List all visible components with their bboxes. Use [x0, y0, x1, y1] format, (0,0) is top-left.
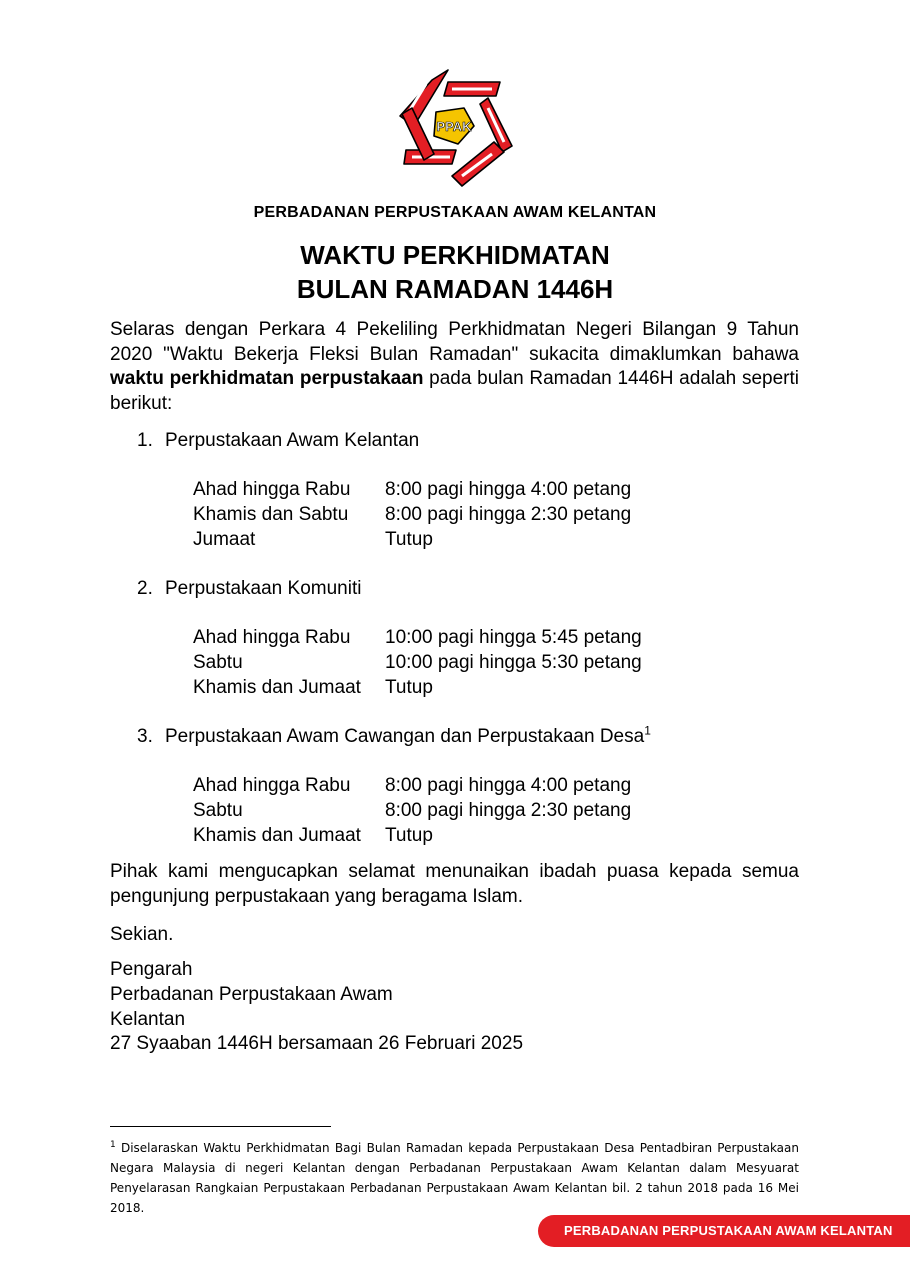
schedule-row — [193, 824, 631, 849]
intro-bold-text: waktu perkhidmatan perpustakaan — [110, 368, 424, 389]
section-number: 1. — [137, 430, 153, 451]
signature-org: Perbadanan Perpustakaan Awam — [110, 983, 393, 1005]
title-line-2: BULAN RAMADAN 1446H — [296, 274, 614, 304]
schedule-row — [193, 478, 631, 503]
signature-title: Pengarah — [110, 959, 193, 980]
footnote — [110, 1138, 799, 1218]
schedule-hours: 8:00 pagi hingga 4:00 petang — [385, 775, 632, 796]
section-number: 2. — [137, 578, 153, 599]
intro-paragraph — [110, 318, 799, 416]
schedule-row — [193, 676, 642, 701]
section-1-schedule — [193, 478, 631, 552]
signature-block — [110, 958, 523, 1057]
footer-banner: PERBADANAN PERPUSTAKAAN AWAM KELANTAN — [538, 1215, 910, 1247]
schedule-hours: 8:00 pagi hingga 2:30 petang — [385, 503, 632, 525]
footnote-divider — [110, 1126, 331, 1127]
schedule-hours: 10:00 pagi hingga 5:45 petang — [385, 627, 642, 648]
schedule-row — [193, 528, 631, 553]
footnote-text: Diselaraskan Waktu Perkhidmatan Bagi Bulan Ramadan kepada Perpustakaan Desa Pentadbiran Perpustakaan Negara Malaysia di negeri Kelantan dengan Perbadanan Perpustakaan Awam Kelantan dalam Mesyuarat Penyelarasan Rangkaian Perpustakaan Perbadanan Perpustakaan Awam Kelantan bil. 2 tahun 2018 pada 16 Mei 2018. — [110, 1141, 799, 1215]
schedule-hours: Tutup — [385, 676, 433, 698]
section-1-heading — [137, 429, 419, 453]
document-title — [0, 238, 910, 306]
schedule-days: Sabtu — [193, 651, 243, 673]
section-title: Perpustakaan Awam Cawangan dan Perpustakaan Desa — [165, 726, 645, 747]
schedule-days: Jumaat — [193, 528, 256, 550]
closing-paragraph: Pihak kami mengucapkan selamat menunaikan ibadah puasa kepada semua pengunjung perpustakaan yang beragama Islam. — [110, 861, 799, 907]
intro-text-end: pada bulan Ramadan 1446H adalah seperti berikut: — [110, 368, 799, 414]
schedule-hours: Tutup — [385, 528, 433, 550]
schedule-hours: Tutup — [385, 824, 433, 846]
signature-state: Kelantan — [110, 1008, 186, 1030]
schedule-days: Ahad hingga Rabu — [193, 775, 351, 796]
sign-off: Sekian. — [110, 924, 174, 945]
schedule-days: Khamis dan Jumaat — [193, 824, 361, 846]
schedule-days: Khamis dan Jumaat — [193, 676, 361, 698]
intro-text: Selaras dengan Perkara 4 Pekeliling Perkhidmatan Negeri Bilangan 9 Tahun 2020 "Waktu Bekerja Fleksi Bulan Ramadan" sukacita dimaklumkan bahawa — [110, 319, 799, 365]
schedule-row — [193, 774, 631, 799]
schedule-row — [193, 651, 642, 676]
title-line-1: WAKTU PERKHIDMATAN — [300, 240, 610, 270]
section-2-heading — [137, 577, 361, 601]
section-title: Perpustakaan Awam Kelantan — [165, 430, 420, 451]
schedule-days: Khamis dan Sabtu — [193, 503, 349, 525]
section-3-schedule — [193, 774, 631, 848]
schedule-days: Sabtu — [193, 799, 243, 821]
footnote-reference: 1 — [644, 723, 651, 738]
schedule-row — [193, 799, 631, 824]
signature-date: 27 Syaaban 1446H bersamaan 26 Februari 2025 — [110, 1033, 524, 1055]
schedule-hours: 8:00 pagi hingga 4:00 petang — [385, 479, 632, 500]
ppak-logo — [396, 64, 514, 190]
schedule-hours: 10:00 pagi hingga 5:30 petang — [385, 651, 642, 673]
section-3-heading — [137, 725, 651, 749]
schedule-row — [193, 503, 631, 528]
section-2-schedule — [193, 626, 642, 700]
section-number: 3. — [137, 726, 153, 747]
schedule-days: Ahad hingga Rabu — [193, 479, 351, 500]
schedule-row — [193, 626, 642, 651]
schedule-hours: 8:00 pagi hingga 2:30 petang — [385, 799, 632, 821]
footnote-marker: 1 — [110, 1140, 116, 1150]
organization-name: PERBADANAN PERPUSTAKAAN AWAM KELANTAN — [253, 204, 657, 221]
logo-text: PPAK — [436, 119, 472, 134]
schedule-days: Ahad hingga Rabu — [193, 627, 351, 648]
section-title: Perpustakaan Komuniti — [165, 578, 362, 599]
